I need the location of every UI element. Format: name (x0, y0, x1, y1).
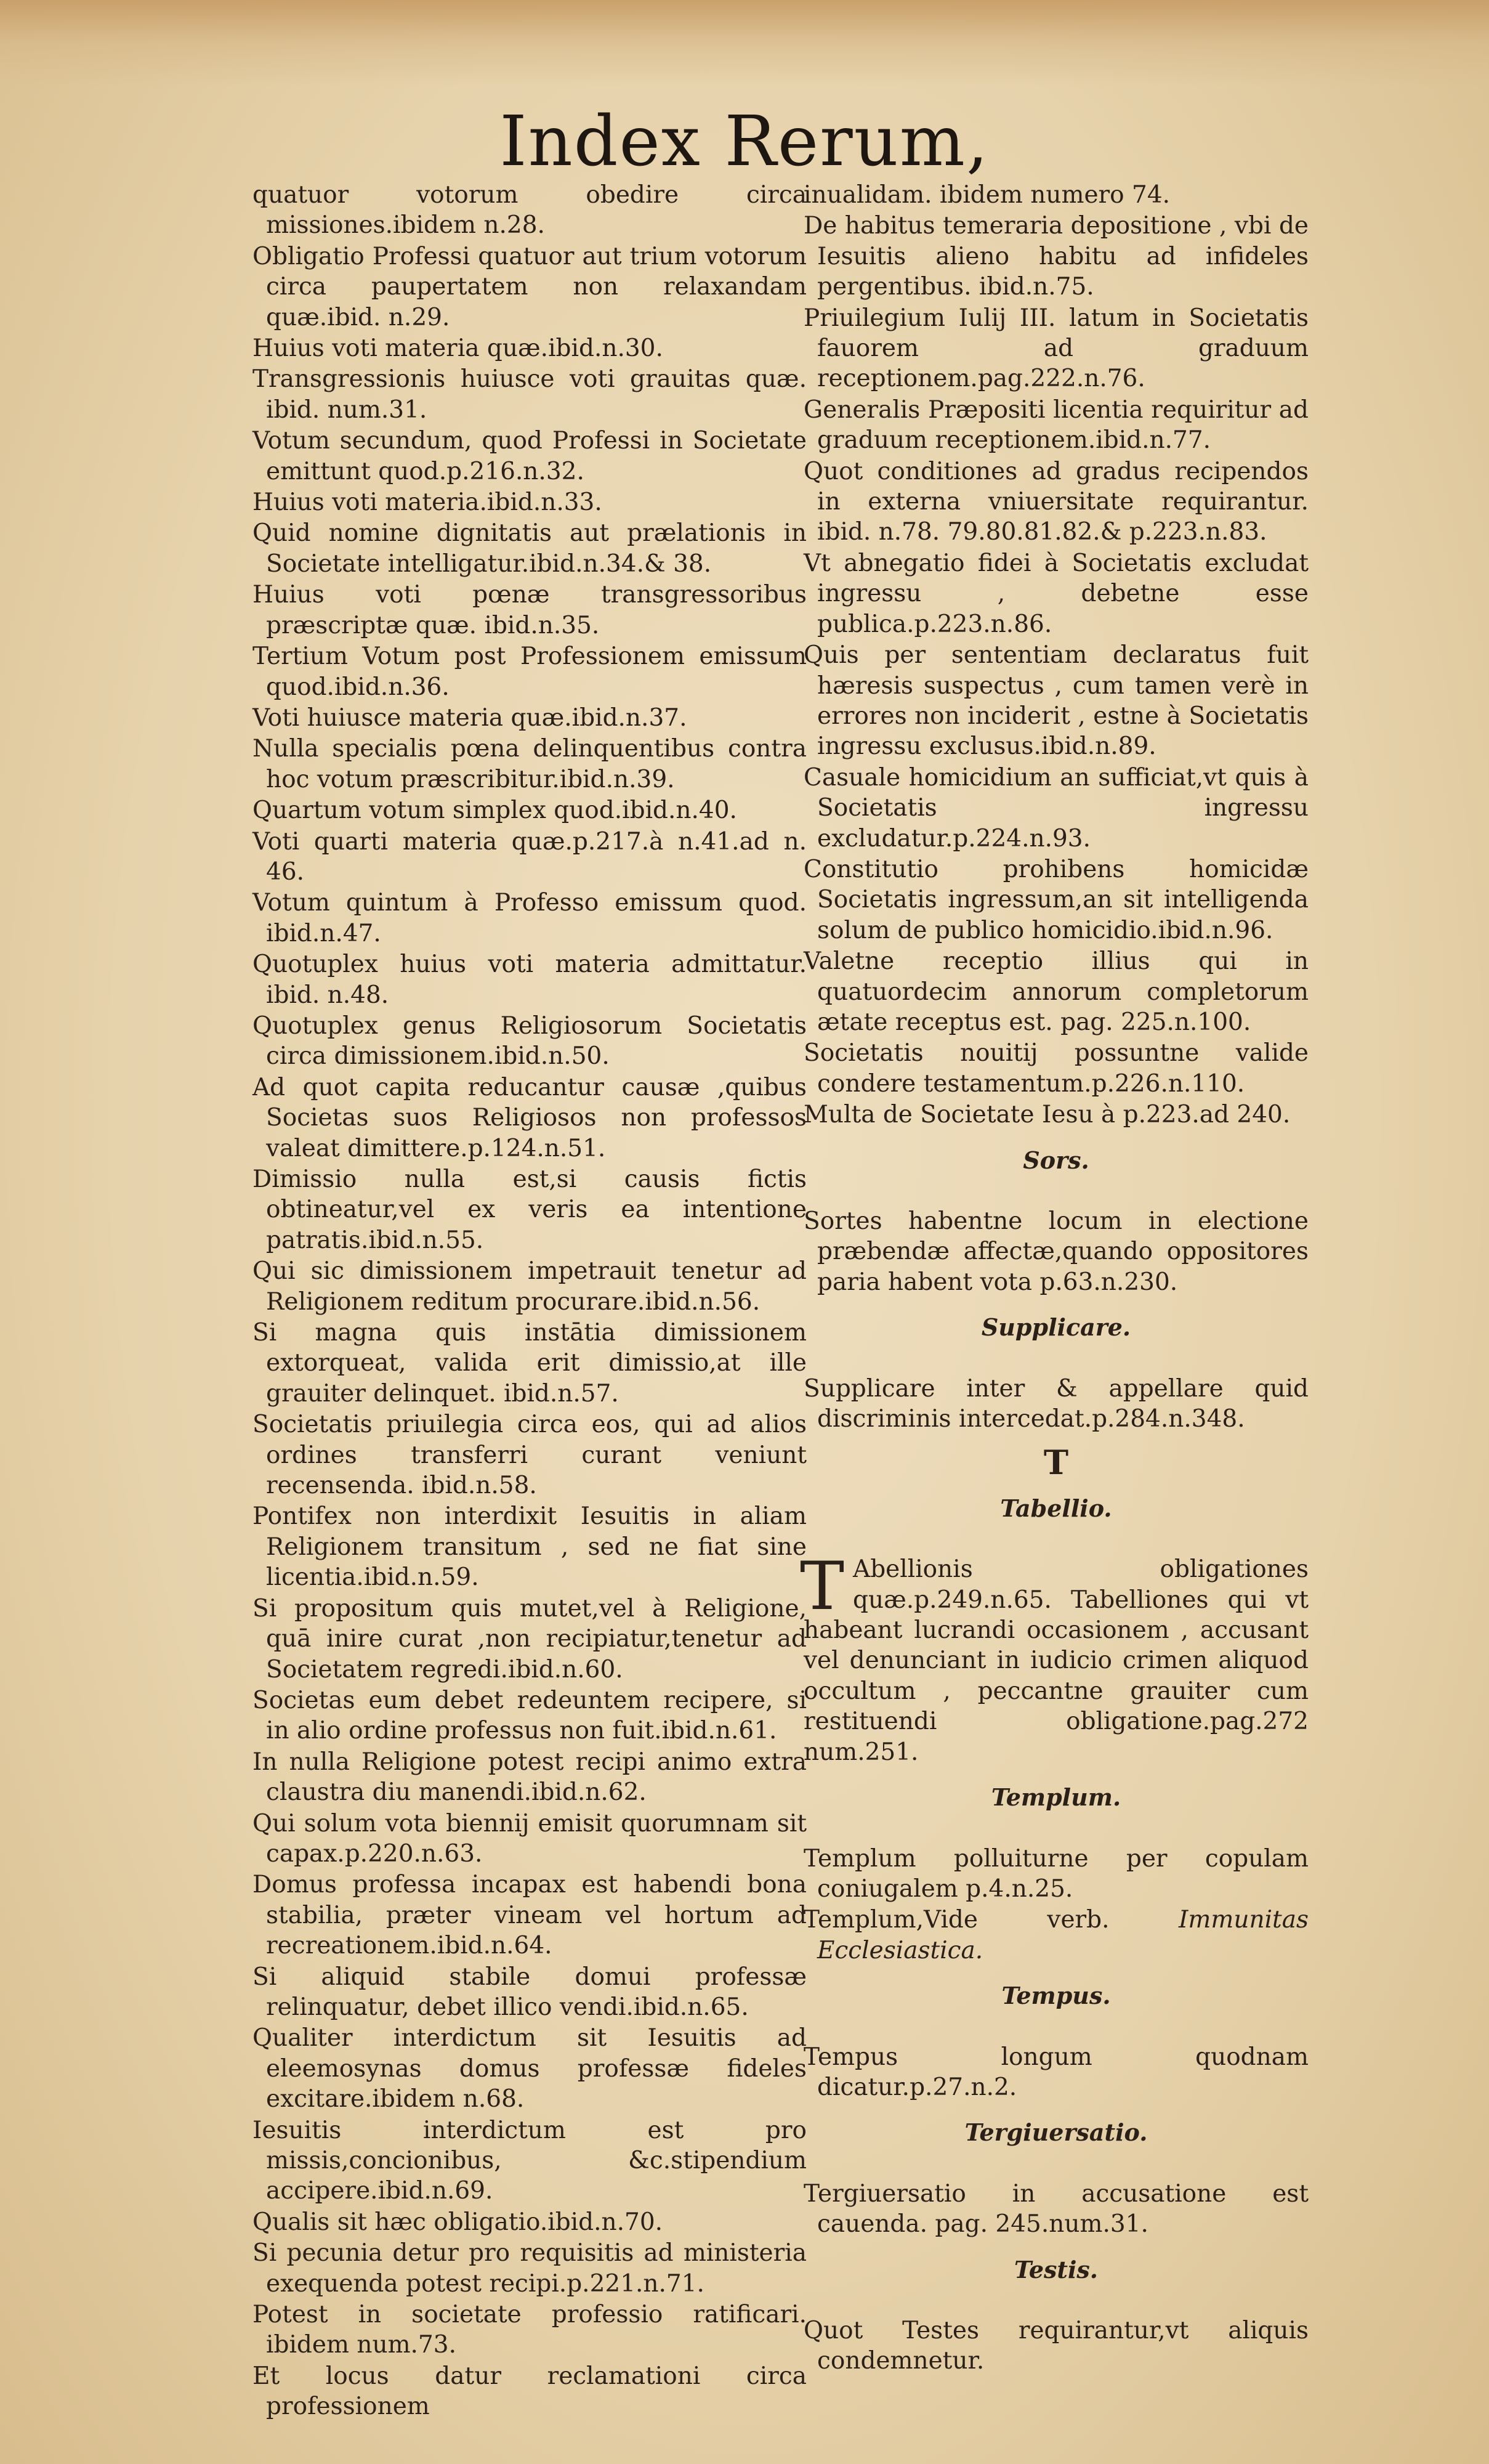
index-entry: Votum secundum, quod Professi in Societate emittunt quod.p.216.n.32. (252, 427, 807, 485)
page-header: Index Rerum, (499, 102, 990, 182)
index-entry: Quis per sententiam declaratus fuit hæresis suspectus , cum tamen verè in errores non inciderit , estne à Societatis ingressu exclusus.ibid.n.89. (804, 641, 1309, 761)
index-entry: quatuor votorum obedire circa missiones.ibidem n.28. (252, 181, 807, 240)
index-entry: Societatis nouitij possuntne valide condere testamentum.p.226.n.110. (804, 1039, 1309, 1098)
index-entry: Quid nomine dignitatis aut prælationis in Societate intelligatur.ibid.n.34.& 38. (252, 519, 807, 578)
index-entry: Qui solum vota biennij emisit quorumnam sit capax.p.220.n.63. (252, 1809, 807, 1868)
index-entry: Nulla specialis pœna delinquentibus contra hoc votum præscribitur.ibid.n.39. (252, 735, 807, 793)
index-entry: Voti quarti materia quæ.p.217.à n.41.ad n. 46. (252, 827, 807, 886)
index-entry: Quotuplex huius voti materia admittatur. ibid. n.48. (252, 950, 807, 1009)
drop-cap: T (800, 1548, 845, 1626)
index-entry: Casuale homicidium an sufficiat,vt quis à Societatis ingressu excludatur.p.224.n.93. (804, 763, 1309, 853)
index-entry-vide (804, 1905, 1309, 1966)
left-column (252, 180, 807, 2423)
section-heading-tergiuersatio: Tergiuersatio. (964, 2118, 1148, 2147)
index-entry: Tertium Votum post Professionem emissum quod.ibid.n.36. (252, 642, 807, 701)
index-entry: Domus professa incapax est habendi bona stabilia, præter vineam vel hortum ad recreationem.ibid.n.64. (252, 1871, 807, 1960)
index-entry: Societatis priuilegia circa eos, qui ad alios ordines transferri curant veniunt recensenda. ibid.n.58. (252, 1411, 807, 1500)
index-entry: Templum polluiturne per copulam coniugalem p.4.n.25. (804, 1844, 1309, 1903)
index-entry: Si aliquid stabile domui professæ relinquatur, debet illico vendi.ibid.n.65. (252, 1963, 807, 2021)
index-entry: Vt abnegatio fidei à Societatis excludat ingressu , debetne esse publica.p.223.n.86. (804, 549, 1309, 638)
index-entry: Societas eum debet redeuntem recipere, si in alio ordine professus non fuit.ibid.n.61. (252, 1686, 807, 1745)
index-entry: Huius voti pœnæ transgressoribus præscriptæ quæ. ibid.n.35. (252, 581, 807, 639)
index-entry: Quot conditiones ad gradus recipendos in externa vniuersitate requirantur. ibid. n.78. 79.80.81.82.& p.223.n.83. (804, 457, 1309, 546)
index-entry: Ad quot capita reducantur causæ ,quibus Societas suos Religiosos non professos valeat dimittere.p.124.n.51. (252, 1073, 807, 1162)
index-entry: Quartum votum simplex quod.ibid.n.40. (252, 796, 737, 825)
index-entry: Transgressionis huiusce voti grauitas quæ. ibid. num.31. (252, 365, 807, 424)
section-heading-tempus: Tempus. (1001, 1982, 1111, 2010)
index-entry: Constitutio prohibens homicidæ Societatis ingressum,an sit intelligenda solum de publico homicidio.ibid.n.96. (804, 855, 1309, 944)
index-entry: Quot Testes requirantur,vt aliquis condemnetur. (804, 2316, 1309, 2375)
index-entry: Valetne receptio illius qui in quatuordecim annorum completorum ætate receptus est. pag. 225.n.100. (804, 947, 1309, 1036)
index-entry: Voti huiusce materia quæ.ibid.n.37. (252, 703, 687, 732)
index-entry: Multa de Societate Iesu à p.223.ad 240. (804, 1101, 1291, 1129)
index-entry: Obligatio Professi quatuor aut trium votorum circa paupertatem non relaxandam quæ.ibid. n.29. (252, 242, 807, 331)
index-entry: Qualis sit hæc obligatio.ibid.n.70. (252, 2208, 663, 2236)
index-entry: Quotuplex genus Religiosorum Societatis circa dimissionem.ibid.n.50. (252, 1011, 807, 1071)
index-entry-tabellio (800, 1548, 1309, 1767)
vide-prefix: Templum,Vide verb. (804, 1906, 1110, 1934)
index-entry: Generalis Præpositi licentia requiritur ad graduum receptionem.ibid.n.77. (804, 395, 1309, 455)
index-entry: Huius voti materia.ibid.n.33. (252, 488, 602, 517)
index-entry: In nulla Religione potest recipi animo extra claustra diu manendi.ibid.n.62. (252, 1748, 807, 1807)
index-entry: Tempus longum quodnam dicatur.p.27.n.2. (804, 2043, 1309, 2101)
index-entry: Votum quintum à Professo emissum quod. ibid.n.47. (252, 889, 807, 947)
index-entry: Si pecunia detur pro requisitis ad ministeria exequenda potest recipi.p.221.n.71. (252, 2239, 807, 2298)
index-entry: De habitus temeraria depositione , vbi de Iesuitis alieno habitu ad infideles pergentibus. ibid.n.75. (804, 212, 1309, 301)
index-entry: Sortes habentne locum in electione præbendæ affectæ,quando oppositores paria habent vota p.63.n.230. (804, 1207, 1309, 1296)
index-entry: Qualiter interdictum sit Iesuitis ad eleemosynas domus professæ fideles excitare.ibidem n.68. (252, 2024, 807, 2113)
index-entry: Dimissio nulla est,si causis fictis obtineatur,vel ex veris ea intentione patratis.ibid.n.55. (252, 1165, 807, 1254)
section-heading-templum: Templum. (991, 1783, 1121, 1812)
letter-heading-t: T (1043, 1443, 1069, 1483)
index-entry: Pontifex non interdixit Iesuitis in aliam Religionem transitum , sed ne fiat sine licentia.ibid.n.59. (252, 1502, 807, 1592)
index-entry: Supplicare inter & appellare quid discriminis intercedat.p.284.n.348. (804, 1374, 1309, 1433)
index-entry: Qui sic dimissionem impetrauit tenetur ad Religionem reditum procurare.ibid.n.56. (252, 1257, 807, 1316)
index-entry: Priuilegium Iulij III. latum in Societatis fauorem ad graduum receptionem.pag.222.n.76. (804, 304, 1309, 393)
section-heading-tabellio: Tabellio. (1000, 1494, 1112, 1522)
index-entry: Potest in societate professio ratificari. ibidem num.73. (252, 2301, 807, 2359)
section-heading-testis: Testis. (1014, 2255, 1099, 2284)
section-heading-supplicare: Supplicare. (981, 1313, 1131, 1342)
index-entry: inualidam. ibidem numero 74. (804, 181, 1171, 209)
section-heading-sors: Sors. (1023, 1146, 1089, 1174)
vide-reference: Immunitas Ecclesiastica. (817, 1906, 1309, 1964)
index-entry: Iesuitis interdictum est pro missis,concionibus, &c.stipendium accipere.ibid.n.69. (252, 2116, 807, 2205)
entry-text: Abellionis obligationes quæ.p.249.n.65. Tabelliones qui vt habeant lucrandi occasionem , accusant vel denunciant in iudicio crimen aliquod occultum , peccantne grauiter cum restituendi obligatione.pag.272 num.251. (804, 1555, 1309, 1766)
water-stain (0, 0, 1489, 86)
right-column (800, 180, 1309, 2377)
index-entry: Si propositum quis mutet,vel à Religione, quā inire curat ,non recipiatur,tenetur ad Societatem regredi.ibid.n.60. (252, 1594, 807, 1684)
index-entry: Tergiuersatio in accusatione est cauenda. pag. 245.num.31. (804, 2179, 1309, 2239)
index-entry: Huius voti materia quæ.ibid.n.30. (252, 334, 663, 363)
index-entry: Si magna quis instātia dimissionem extorqueat, valida erit dimissio,at ille grauiter delinquet. ibid.n.57. (252, 1319, 807, 1408)
index-entry: Et locus datur reclamationi circa professionem (252, 2362, 807, 2421)
